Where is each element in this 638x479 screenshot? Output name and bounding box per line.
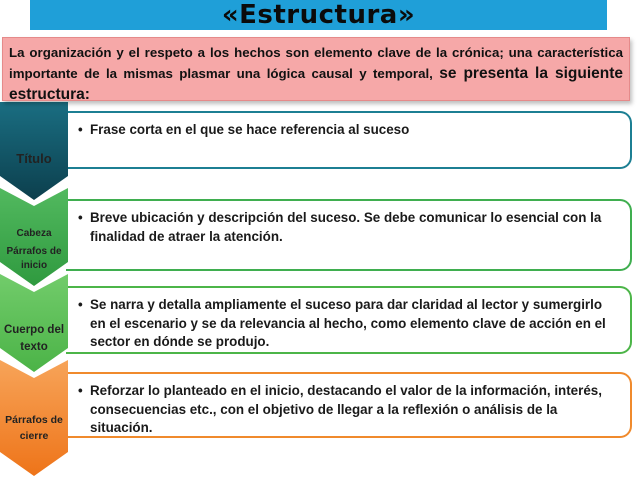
bullet-item (78, 209, 620, 246)
label-line: Cabeza (16, 228, 52, 239)
bullet-text: Frase corta en el que se hace referencia al suceso (90, 122, 410, 137)
row-box-cabeza (66, 199, 632, 271)
label-line: texto (20, 341, 48, 353)
label-line: Título (16, 151, 52, 166)
label-line: Párrafos de (6, 246, 62, 257)
bullet-dot-icon: • (78, 122, 83, 137)
label-line: cierre (19, 430, 49, 442)
chevron-label-cierre (0, 412, 68, 444)
chevron-label-cabeza (0, 227, 68, 273)
row-box-cierre (66, 372, 632, 438)
row-box-cuerpo (66, 286, 632, 354)
bullet-text: Breve ubicación y descripción del suceso. Se debe comunicar lo esencial con la finalidad de atraer la atención. (90, 210, 602, 244)
bullet-item (78, 296, 620, 352)
page-title: «Estructura» (221, 0, 416, 30)
bullet-dot-icon: • (78, 297, 83, 312)
bullet-item (78, 382, 620, 438)
label-line: Párrafos de (5, 414, 63, 426)
label-line: Cuerpo del (3, 324, 65, 336)
bullet-dot-icon: • (78, 210, 83, 225)
bullet-text: Reforzar lo planteado en el inicio, destacando el valor de la información, interés, consecuencias etc., con el objetivo de llegar a la reflexión o análisis de la situación. (90, 383, 602, 435)
intro-text-emphasis: se presenta la siguiente estructura: (9, 65, 623, 103)
bullet-dot-icon: • (78, 383, 83, 398)
bullet-item (78, 121, 620, 140)
bullet-text: Se narra y detalla ampliamente el suceso para dar claridad al lector y sumergirlo en el escenario y se da relevancia al hecho, como elemento clave de acción en el sector en dónde se produjo. (90, 297, 606, 349)
row-box-titulo (66, 111, 632, 169)
intro-box (2, 37, 630, 101)
title-bar (30, 0, 607, 30)
label-line: inicio (20, 260, 48, 271)
chevron-label-cuerpo (0, 322, 68, 356)
chevron-label-titulo (0, 151, 68, 167)
intro-text: La organización y el respeto a los hechos son elemento clave de la crónica; una característica importante de la mismas plasmar una lógica causal y temporal, (9, 45, 623, 81)
